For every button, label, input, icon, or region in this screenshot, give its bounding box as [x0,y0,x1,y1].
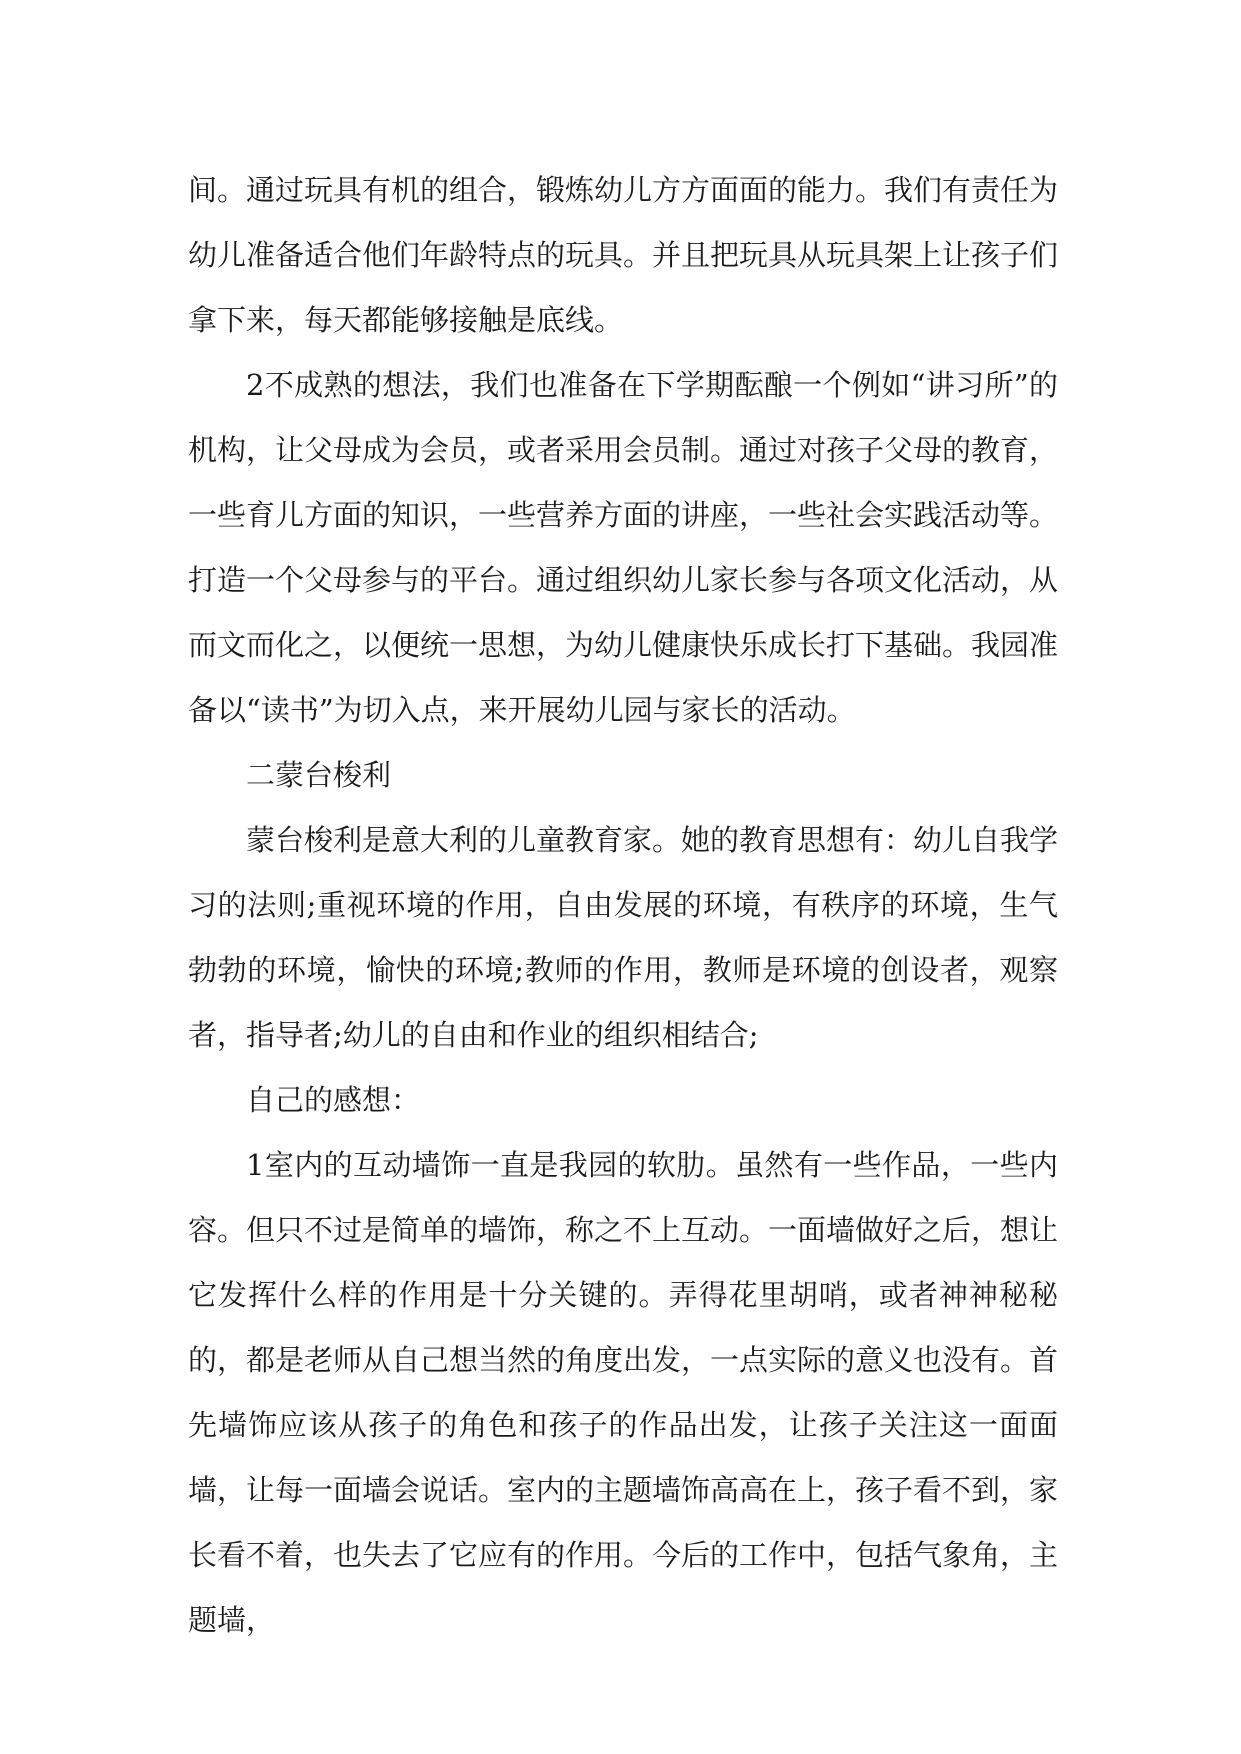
document-body [188,158,1058,1653]
paragraph-wall-decoration: 1室内的互动墙饰一直是我园的软肋。虽然有一些作品，一些内容。但只不过是简单的墙饰，称之不上互动。一面墙做好之后，想让它发挥什么样的作用是十分关键的。弄得花里胡哨，或者神神秘秘的，都是老师从自己想当然的角度出发，一点实际的意义也没有。首先墙饰应该从孩子的角色和孩子的作品出发，让孩子关注这一面面墙，让每一面墙会说话。室内的主题墙饰高高在上，孩子看不到，家长看不着，也失去了它应有的作用。今后的工作中，包括气象角，主题墙， [188,1148,1059,1637]
section-heading-montessori: 二蒙台梭利 [246,758,392,792]
paragraph-own-thoughts-heading: 自己的感想： [246,1083,421,1117]
paragraph-continued: 间。通过玩具有机的组合，锻炼幼儿方方面面的能力。我们有责任为幼儿准备适合他们年龄特点的玩具。并且把玩具从玩具架上让孩子们拿下来，每天都能够接触是底线。 [188,173,1059,337]
paragraph-immature-ideas: 2不成熟的想法，我们也准备在下学期酝酿一个例如“讲习所”的机构，让父母成为会员，或者采用会员制。通过对孩子父母的教育，一些育儿方面的知识，一些营养方面的讲座，一些社会实践活动等。打造一个父母参与的平台。通过组织幼儿家长参与各项文化活动，从而文而化之，以便统一思想，为幼儿健康快乐成长打下基础。我园准备以“读书”为切入点，来开展幼儿园与家长的活动。 [188,368,1059,727]
paragraph-montessori: 蒙台梭利是意大利的儿童教育家。她的教育思想有：幼儿自我学习的法则;重视环境的作用，自由发展的环境，有秩序的环境，生气勃勃的环境，愉快的环境;教师的作用，教师是环境的创设者，观察者，指导者;幼儿的自由和作业的组织相结合; [188,823,1059,1052]
